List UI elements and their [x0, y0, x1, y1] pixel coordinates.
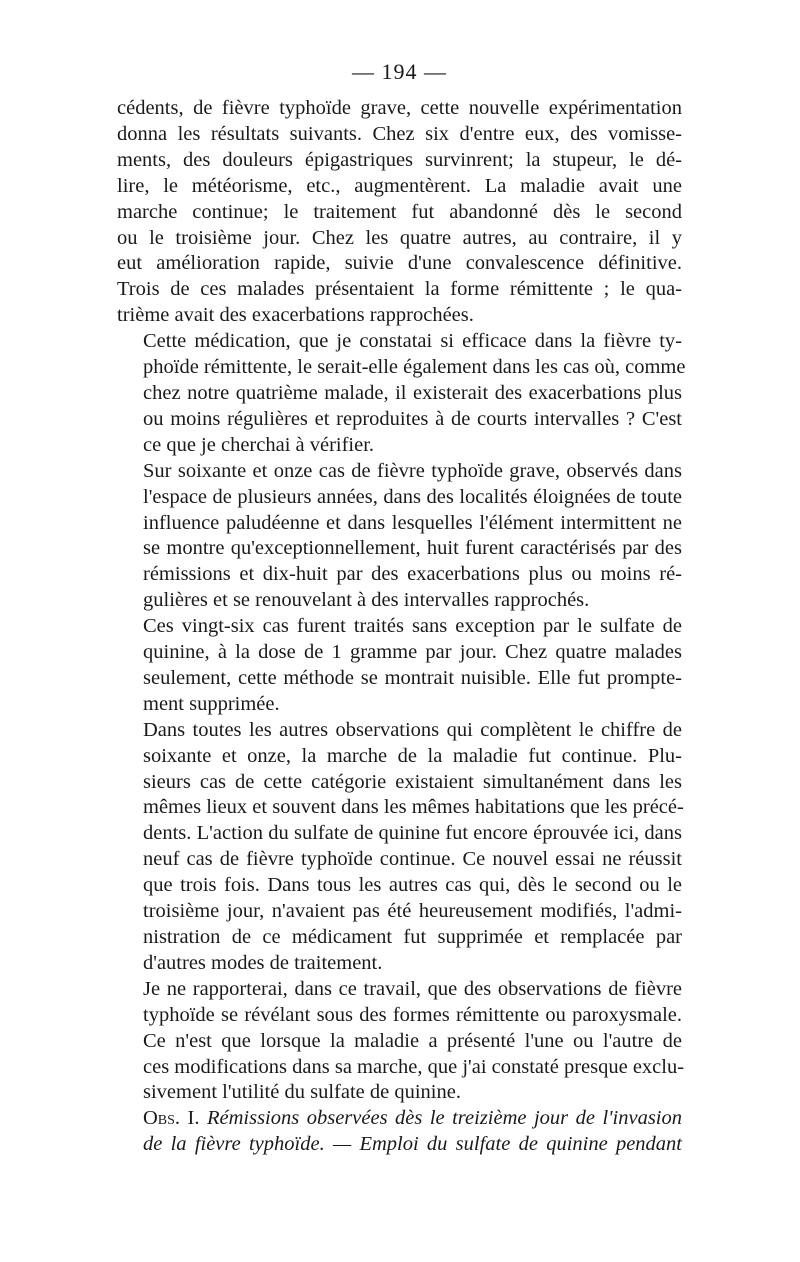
- text-line: neuf cas de fièvre typhoïde continue. Ce nouvel essai ne réussit: [143, 848, 682, 871]
- text-line: Sur soixante et onze cas de fièvre typhoïde grave, observés dans: [143, 459, 682, 482]
- text-line: d'autres modes de traitement.: [143, 951, 383, 974]
- text-line: seulement, cette méthode se montrait nuisible. Elle fut prompte-: [143, 666, 682, 689]
- text-line: que trois fois. Dans tous les autres cas qui, dès le second ou le: [143, 874, 682, 897]
- text-line: l'espace de plusieurs années, dans des localités éloignées de toute: [143, 485, 682, 508]
- text-line: ce que je cherchai à vérifier.: [143, 433, 375, 456]
- text-line: nistration de ce médicament fut supprimée et remplacée par: [143, 926, 682, 948]
- text-line: ces modifications dans sa marche, que j'ai constaté presque exclu-: [143, 1055, 685, 1078]
- text-line: mêmes lieux et souvent dans les mêmes habitations que les précé-: [143, 796, 684, 819]
- text-line: sivement l'utilité du sulfate de quinine.: [143, 1081, 461, 1104]
- observation-line-2: de la fièvre typhoïde. — Emploi du sulfate de quinine pendant: [143, 1133, 682, 1156]
- observation-label: Obs. I.: [143, 1107, 200, 1130]
- text-line: ou le troisième jour. Chez les quatre autres, au contraire, il y: [117, 226, 682, 249]
- observation-heading: [117, 1106, 682, 1158]
- page-number: — 194 —: [352, 59, 447, 84]
- text-line: chez notre quatrième malade, il existerait des exacerbations plus: [143, 381, 682, 404]
- paragraph: [117, 96, 682, 329]
- paragraph: [117, 614, 682, 718]
- text-line: soixante et onze, la marche de la maladie fut continue. Plu-: [143, 744, 682, 767]
- text-line: sieurs cas de cette catégorie existaient simultanément dans les: [143, 770, 682, 793]
- text-line: dents. L'action du sulfate de quinine fut encore éprouvée ici, dans: [143, 822, 682, 845]
- text-line: donna les résultats suivants. Chez six d'entre eux, des vomisse-: [117, 122, 682, 145]
- observation-title-1: Rémissions observées dès le treizième jour de l'invasion: [206, 1107, 683, 1130]
- text-line: marche continue; le traitement fut abandonné dès le second: [117, 200, 682, 223]
- observation-line-1: [117, 1106, 682, 1132]
- paragraph: [117, 718, 682, 977]
- text-line: trième avait des exacerbations rapprochées.: [117, 304, 474, 327]
- text-line: Ce n'est que lorsque la maladie a présenté l'une ou l'autre de: [143, 1029, 682, 1052]
- text-line: phoïde rémittente, le serait-elle également dans les cas où, comme: [143, 356, 686, 379]
- paragraph: [117, 459, 682, 614]
- paragraph: [117, 329, 686, 459]
- text-line: ou moins régulières et reproduites à de courts intervalles ? C'est: [143, 407, 682, 430]
- paragraph: [117, 977, 685, 1107]
- text-line: Je ne rapporterai, dans ce travail, que des observations de fièvre: [143, 977, 682, 1000]
- book-page: [117, 58, 686, 1158]
- text-line: lire, le météorisme, etc., augmentèrent. La maladie avait une: [117, 174, 682, 197]
- text-line: quinine, à la dose de 1 gramme par jour. Chez quatre malades: [143, 641, 682, 664]
- body-text: [117, 96, 686, 1106]
- text-line: se montre qu'exceptionnellement, huit furent caractérisés par des: [143, 537, 682, 560]
- text-line: rémissions et dix-huit par des exacerbations plus ou moins ré-: [143, 563, 682, 586]
- text-line: eut amélioration rapide, suivie d'une convalescence définitive.: [117, 252, 682, 275]
- text-line: ments, des douleurs épigastriques survinrent; la stupeur, le dé-: [117, 148, 682, 171]
- text-line: Dans toutes les autres observations qui complètent le chiffre de: [143, 718, 682, 741]
- text-line: Cette médication, que je constatai si efficace dans la fièvre ty-: [143, 330, 682, 353]
- text-line: gulières et se renouvelant à des intervalles rapprochés.: [143, 589, 590, 612]
- text-line: typhoïde se révélant sous des formes rémittente ou paroxysmale.: [143, 1003, 682, 1026]
- text-line: ment supprimée.: [143, 692, 280, 715]
- text-line: Ces vingt-six cas furent traités sans exception par le sulfate de: [143, 615, 682, 638]
- text-line: cédents, de fièvre typhoïde grave, cette nouvelle expérimentation: [117, 97, 682, 119]
- text-line: influence paludéenne et dans lesquelles l'élément intermittent ne: [143, 511, 682, 534]
- text-line: Trois de ces malades présentaient la forme rémittente ; le qua-: [117, 278, 682, 301]
- text-line: troisième jour, n'avaient pas été heureusement modifiés, l'admi-: [143, 900, 682, 923]
